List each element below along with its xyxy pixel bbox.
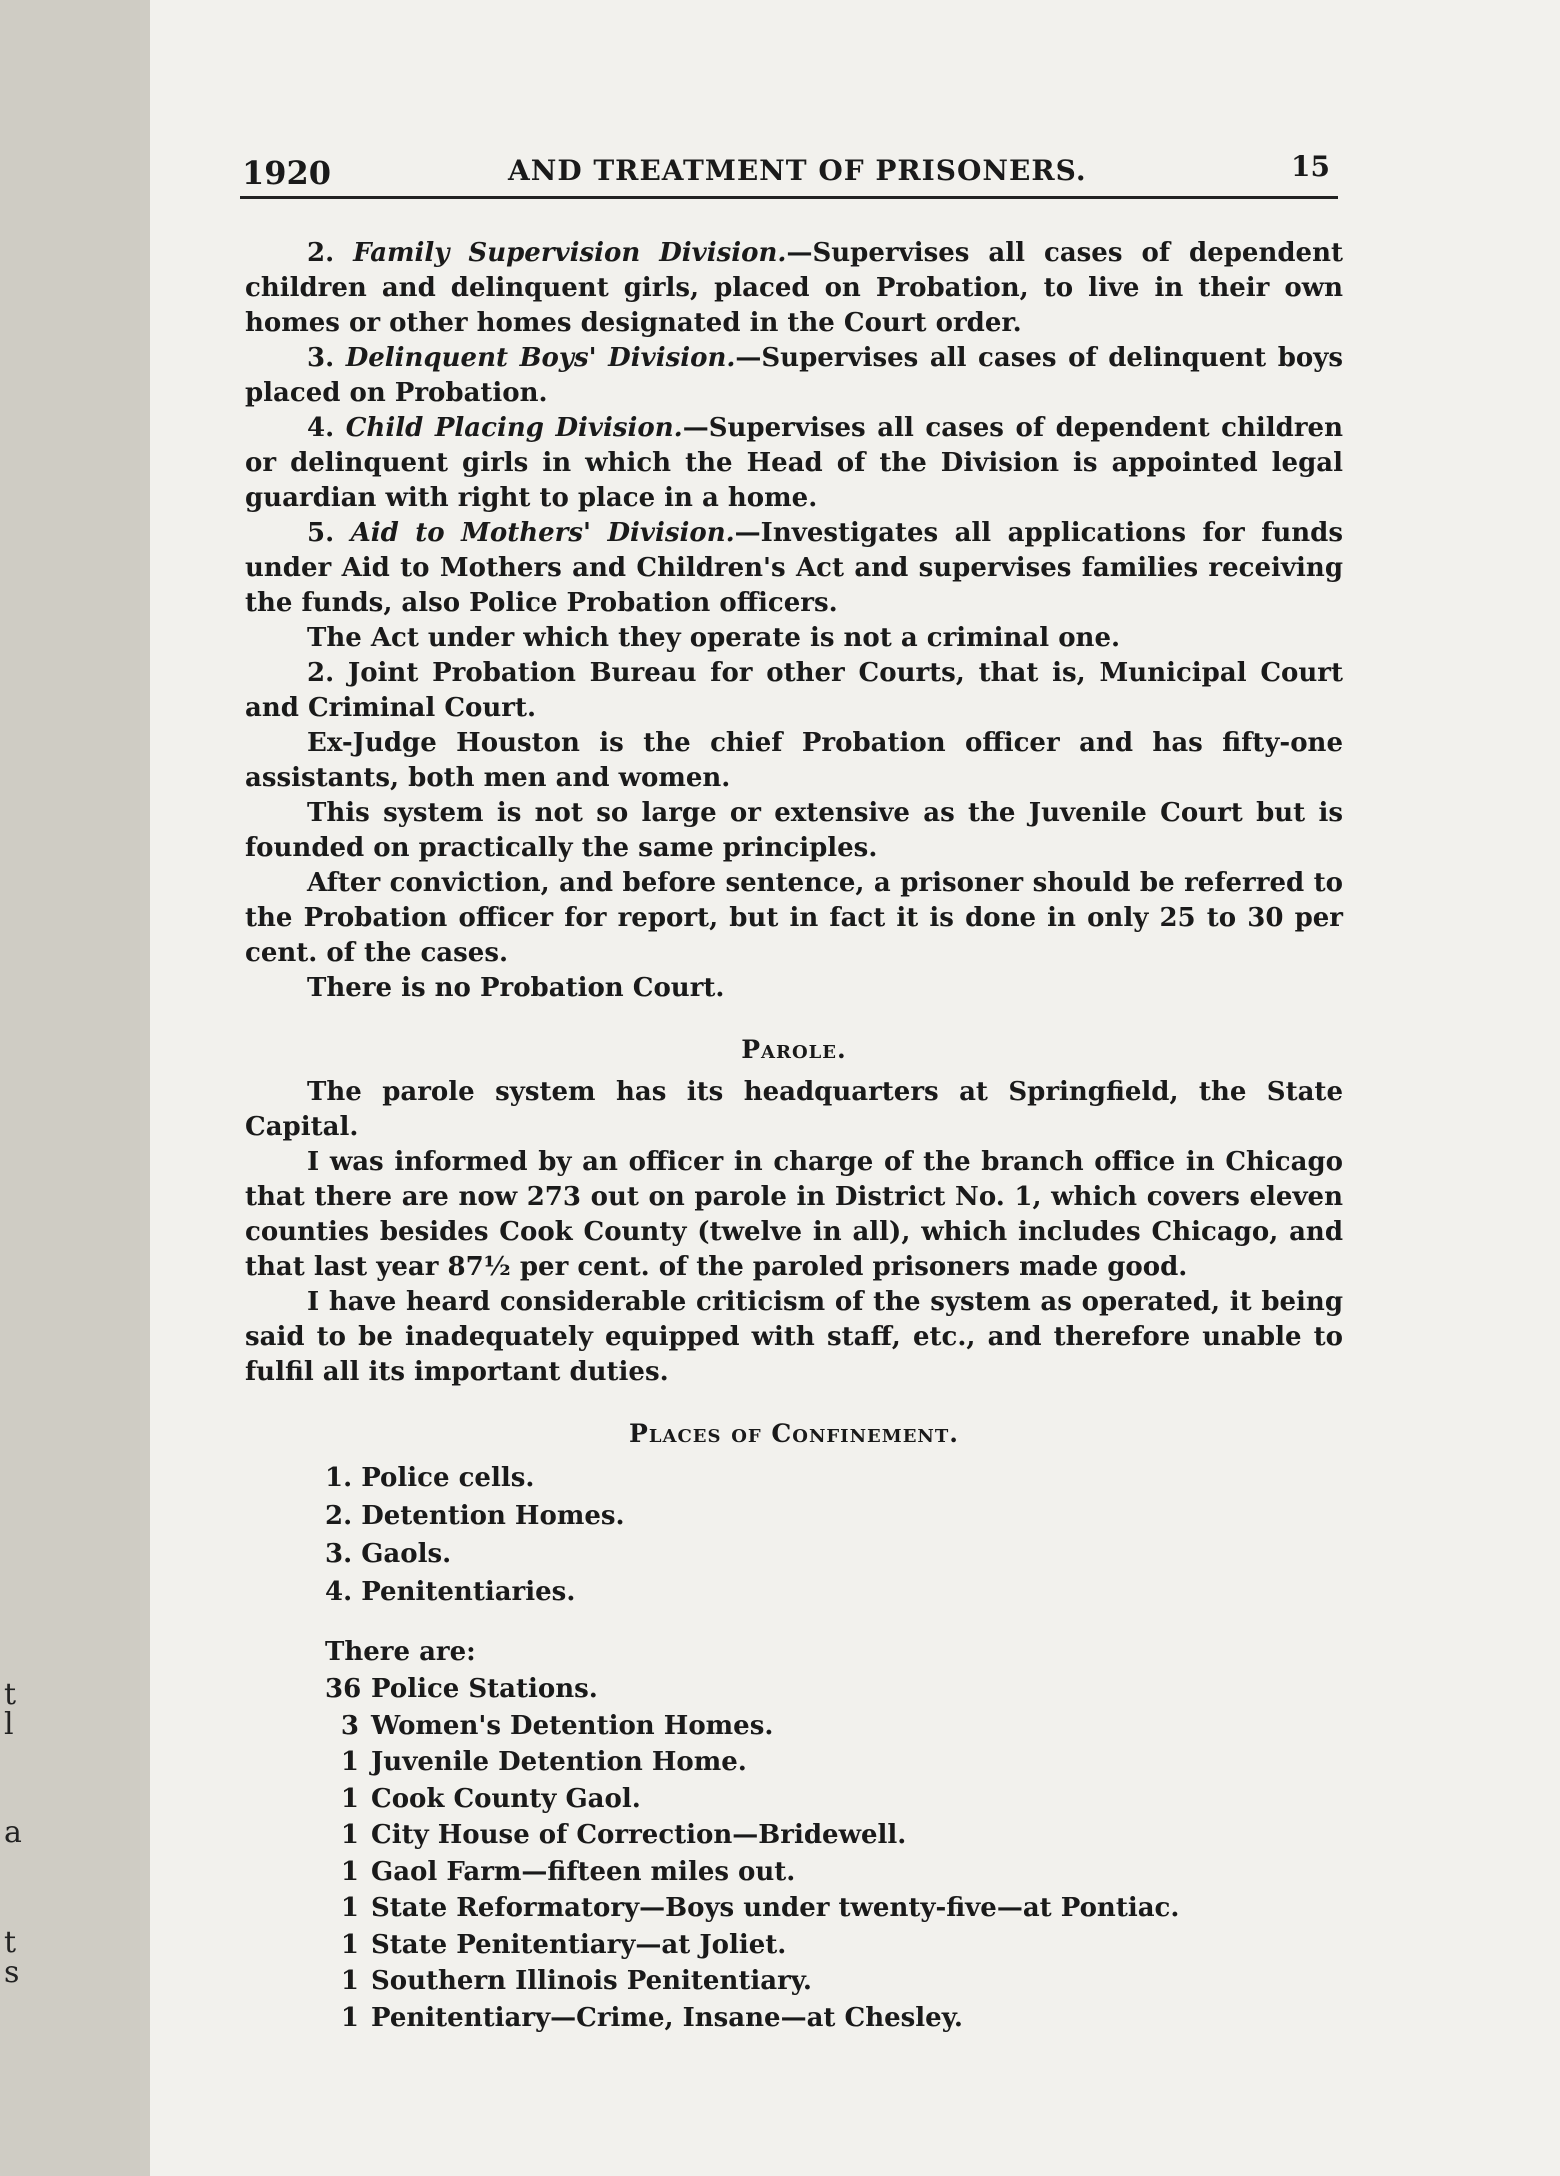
place-count: 1 xyxy=(340,1820,359,1850)
place-count: 1 xyxy=(340,1893,359,1923)
place-name: Southern Illinois Penitentiary. xyxy=(371,1966,812,1996)
header-title: AND TREATMENT OF PRISONERS. xyxy=(508,154,1087,187)
section-heading-confinement: Places of Confinement. xyxy=(629,1419,959,1448)
page-number: 15 xyxy=(1291,150,1330,183)
margin-mark: s xyxy=(4,1955,20,1990)
margin-mark: a xyxy=(4,1815,22,1850)
place-name: Gaol Farm—fifteen miles out. xyxy=(371,1856,796,1887)
list-item xyxy=(325,1781,1343,1818)
place-count: 1 xyxy=(340,1856,359,1887)
place-name: State Penitentiary—at Joliet. xyxy=(371,1929,787,1960)
place-name: City House of Correction—Bridewell. xyxy=(371,1820,907,1850)
list-item xyxy=(325,1963,1343,2000)
list-item: 4. Penitentiaries. xyxy=(325,1577,576,1607)
paragraph: 4. Child Placing Division.—Supervises all cases of dependent children or delinquent girls in which the Head of the Division is appointed legal guardian with right to place in a home. xyxy=(245,413,1343,513)
list-item: 1. Police cells. xyxy=(325,1463,535,1493)
paragraph: 5. Aid to Mothers' Division.—Investigates all applications for funds under Aid to Mothers and Children's Act and supervises families receiving the funds, also Police Probation officers. xyxy=(245,518,1343,618)
list-item: 2. Detention Homes. xyxy=(325,1501,625,1531)
list-item xyxy=(325,1890,1343,1927)
list-item xyxy=(325,1854,1343,1891)
header-year: 1920 xyxy=(242,154,332,192)
body-text xyxy=(245,236,1343,2036)
paragraph: After conviction, and before sentence, a prisoner should be referred to the Probation officer for report, but in fact it is done in only 25 to 30 per cent. of the cases. xyxy=(245,868,1343,968)
paragraph: 2. Joint Probation Bureau for other Courts, that is, Municipal Court and Criminal Court. xyxy=(245,658,1343,723)
list-item xyxy=(325,1744,1343,1781)
place-name: Juvenile Detention Home. xyxy=(371,1747,747,1777)
place-count: 1 xyxy=(340,1747,359,1777)
list-item xyxy=(325,1671,1343,1708)
confinement-places-list xyxy=(245,1671,1343,2036)
running-header xyxy=(240,150,1338,199)
there-are-label: There are: xyxy=(325,1637,476,1667)
place-name: Police Stations. xyxy=(371,1674,598,1704)
paragraph: There is no Probation Court. xyxy=(307,973,725,1003)
left-gutter xyxy=(0,0,150,2176)
list-item xyxy=(325,1817,1343,1854)
paragraph: I was informed by an officer in charge of the branch office in Chicago that there are now 273 out on parole in District No. 1, which covers eleven counties besides Cook County (twelve in all), which includes Chicago, and that last year 87½ per cent. of the paroled prisoners made good. xyxy=(245,1147,1343,1282)
paragraph: I have heard considerable criticism of the system as operated, it being said to be inadequately equipped with staff, etc., and therefore unable to fulfil all its important duties. xyxy=(245,1287,1343,1387)
list-item: 3. Gaols. xyxy=(325,1539,452,1569)
paragraph: The Act under which they operate is not a criminal one. xyxy=(307,623,1121,653)
place-count: 1 xyxy=(340,1929,359,1960)
place-count: 1 xyxy=(340,2002,359,2033)
paragraph: 2. Family Supervision Division.—Supervises all cases of dependent children and delinquent girls, placed on Probation, to live in their own homes or other homes designated in the Court order. xyxy=(245,238,1343,338)
margin-mark: t xyxy=(4,1925,17,1960)
section-heading-parole: Parole. xyxy=(741,1035,847,1064)
confinement-types-list xyxy=(245,1459,1343,1611)
paragraph: This system is not so large or extensive as the Juvenile Court but is founded on practically the same principles. xyxy=(245,798,1343,863)
margin-mark: t xyxy=(4,1677,17,1712)
list-item xyxy=(325,2000,1343,2037)
place-name: Cook County Gaol. xyxy=(371,1783,641,1814)
place-count: 3 xyxy=(340,1710,359,1741)
margin-mark: l xyxy=(4,1707,14,1742)
paragraph: Ex-Judge Houston is the chief Probation officer and has fifty-one assistants, both men and women. xyxy=(245,728,1343,793)
place-name: State Reformatory—Boys under twenty-five—at Pontiac. xyxy=(371,1893,1180,1923)
place-name: Penitentiary—Crime, Insane—at Chesley. xyxy=(371,2002,963,2033)
place-count: 1 xyxy=(340,1966,359,1996)
paragraph: 3. Delinquent Boys' Division.—Supervises all cases of delinquent boys placed on Probation. xyxy=(245,343,1343,408)
paragraph: The parole system has its headquarters at Springfield, the State Capital. xyxy=(245,1077,1343,1142)
place-count: 1 xyxy=(340,1783,359,1814)
place-name: Women's Detention Homes. xyxy=(371,1710,774,1741)
list-item xyxy=(325,1708,1343,1745)
place-count: 36 xyxy=(325,1674,362,1704)
list-item xyxy=(325,1927,1343,1964)
